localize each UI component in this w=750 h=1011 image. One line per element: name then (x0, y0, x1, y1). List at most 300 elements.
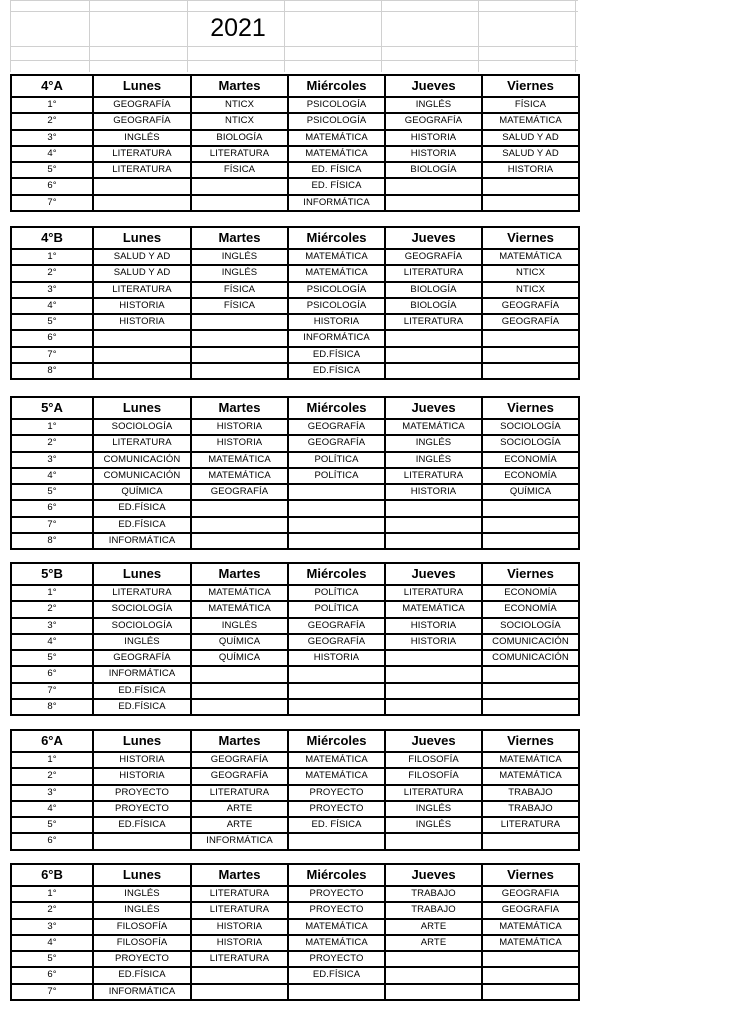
period-number[interactable]: 4° (47, 936, 57, 948)
subject-cell[interactable]: HISTORIA (92, 769, 190, 783)
day-header[interactable]: Martes (190, 398, 287, 418)
subject-cell[interactable]: MATEMÁTICA (481, 936, 578, 950)
subject-cell[interactable]: COMUNICACIÓN (92, 469, 190, 483)
subject-cell[interactable]: LITERATURA (384, 266, 481, 280)
subject-cell[interactable]: SOCIOLOGÍA (92, 602, 190, 616)
subject-cell[interactable]: PROYECTO (287, 887, 384, 901)
period-number[interactable]: 5° (47, 953, 57, 965)
subject-cell[interactable]: HISTORIA (190, 436, 287, 450)
subject-cell[interactable]: GEOGRAFIA (481, 903, 578, 917)
subject-cell[interactable]: INGLÉS (384, 98, 481, 112)
subject-cell[interactable] (384, 700, 481, 714)
subject-cell[interactable]: ED. FÍSICA (287, 179, 384, 193)
subject-cell[interactable]: HISTORIA (92, 299, 190, 313)
subject-cell[interactable]: GEOGRAFÍA (287, 436, 384, 450)
subject-cell[interactable] (287, 684, 384, 698)
grid-cell[interactable] (285, 0, 382, 72)
subject-cell[interactable]: MATEMÁTICA (287, 131, 384, 145)
period-number[interactable]: 6° (47, 332, 57, 344)
subject-cell[interactable]: MATEMÁTICA (481, 250, 578, 264)
period-number[interactable]: 3° (47, 131, 57, 143)
subject-cell[interactable] (481, 364, 578, 378)
day-header[interactable]: Miércoles (287, 76, 384, 96)
subject-cell[interactable]: HISTORIA (384, 635, 481, 649)
subject-cell[interactable]: HISTORIA (384, 619, 481, 633)
subject-cell[interactable] (287, 501, 384, 515)
period-number[interactable]: 1° (47, 754, 57, 765)
period-number[interactable]: 5° (47, 164, 57, 176)
subject-cell[interactable]: MATEMÁTICA (287, 920, 384, 934)
day-header[interactable]: Viernes (481, 398, 578, 418)
subject-cell[interactable]: GEOGRAFÍA (190, 485, 287, 499)
day-header[interactable]: Martes (190, 76, 287, 96)
subject-cell[interactable]: INFORMÁTICA (287, 331, 384, 345)
subject-cell[interactable]: GEOGRAFÍA (481, 315, 578, 329)
subject-cell[interactable]: LITERATURA (190, 147, 287, 161)
subject-cell[interactable]: FÍSICA (481, 98, 578, 112)
subject-cell[interactable]: PROYECTO (287, 952, 384, 966)
subject-cell[interactable]: LITERATURA (92, 436, 190, 450)
subject-cell[interactable]: ED.FÍSICA (287, 968, 384, 982)
period-number[interactable]: 2° (47, 115, 57, 127)
subject-cell[interactable]: INGLÉS (190, 619, 287, 633)
day-header[interactable]: Miércoles (287, 731, 384, 751)
subject-cell[interactable] (384, 348, 481, 362)
subject-cell[interactable] (190, 331, 287, 345)
subject-cell[interactable] (287, 518, 384, 532)
subject-cell[interactable]: GEOGRAFÍA (92, 651, 190, 665)
period-number[interactable]: 7° (47, 518, 57, 530)
subject-cell[interactable]: COMUNICACIÓN (481, 651, 578, 665)
subject-cell[interactable] (92, 834, 190, 848)
subject-cell[interactable]: SALUD Y AD (481, 131, 578, 145)
period-number[interactable]: 6° (47, 969, 57, 981)
subject-cell[interactable]: FILOSOFÍA (92, 920, 190, 934)
subject-cell[interactable] (190, 518, 287, 532)
subject-cell[interactable] (481, 700, 578, 714)
subject-cell[interactable]: PROYECTO (92, 802, 190, 816)
subject-cell[interactable]: PSICOLOGÍA (287, 98, 384, 112)
subject-cell[interactable]: INGLÉS (92, 887, 190, 901)
period-number[interactable]: 3° (47, 619, 57, 631)
subject-cell[interactable]: NTICX (481, 283, 578, 297)
subject-cell[interactable]: MATEMÁTICA (287, 753, 384, 767)
group-label[interactable]: 5°B (41, 566, 63, 581)
year-title[interactable]: 2021 (210, 14, 266, 42)
subject-cell[interactable]: HISTORIA (190, 920, 287, 934)
subject-cell[interactable]: ED.FÍSICA (287, 348, 384, 362)
subject-cell[interactable]: MATEMÁTICA (287, 147, 384, 161)
subject-cell[interactable]: INFORMÁTICA (92, 534, 190, 548)
subject-cell[interactable]: QUÍMICA (481, 485, 578, 499)
period-number[interactable]: 7° (47, 985, 57, 997)
subject-cell[interactable] (384, 179, 481, 193)
day-header[interactable]: Viernes (481, 228, 578, 248)
day-header[interactable]: Viernes (481, 564, 578, 584)
subject-cell[interactable] (384, 985, 481, 999)
subject-cell[interactable]: LITERATURA (92, 163, 190, 177)
day-header[interactable]: Martes (190, 564, 287, 584)
subject-cell[interactable]: ARTE (190, 802, 287, 816)
day-header[interactable]: Viernes (481, 76, 578, 96)
day-header[interactable]: Jueves (384, 398, 481, 418)
subject-cell[interactable]: ED.FÍSICA (92, 684, 190, 698)
subject-cell[interactable]: BIOLOGÍA (384, 163, 481, 177)
subject-cell[interactable]: GEOGRAFÍA (384, 250, 481, 264)
subject-cell[interactable]: INGLÉS (92, 131, 190, 145)
subject-cell[interactable] (287, 985, 384, 999)
subject-cell[interactable]: LITERATURA (384, 469, 481, 483)
subject-cell[interactable]: HISTORIA (287, 315, 384, 329)
subject-cell[interactable] (481, 667, 578, 681)
subject-cell[interactable] (287, 700, 384, 714)
subject-cell[interactable]: COMUNICACIÓN (481, 635, 578, 649)
day-header[interactable]: Jueves (384, 564, 481, 584)
subject-cell[interactable]: FILOSOFÍA (384, 769, 481, 783)
period-number[interactable]: 4° (47, 469, 57, 481)
subject-cell[interactable] (384, 968, 481, 982)
subject-cell[interactable]: GEOGRAFÍA (92, 114, 190, 128)
subject-cell[interactable]: ARTE (190, 818, 287, 832)
subject-cell[interactable]: PSICOLOGÍA (287, 299, 384, 313)
subject-cell[interactable]: SOCIOLOGÍA (481, 420, 578, 434)
day-header[interactable]: Jueves (384, 228, 481, 248)
subject-cell[interactable]: MATEMÁTICA (287, 769, 384, 783)
subject-cell[interactable]: ED.FÍSICA (92, 501, 190, 515)
day-header[interactable]: Lunes (92, 564, 190, 584)
subject-cell[interactable]: HISTORIA (92, 753, 190, 767)
day-header[interactable]: Martes (190, 228, 287, 248)
day-header[interactable]: Miércoles (287, 228, 384, 248)
subject-cell[interactable]: POLÍTICA (287, 469, 384, 483)
period-number[interactable]: 4° (47, 802, 57, 814)
subject-cell[interactable]: QUÍMICA (190, 635, 287, 649)
period-number[interactable]: 1° (47, 421, 57, 432)
subject-cell[interactable]: LITERATURA (92, 147, 190, 161)
subject-cell[interactable]: QUÍMICA (92, 485, 190, 499)
subject-cell[interactable] (287, 485, 384, 499)
subject-cell[interactable] (481, 179, 578, 193)
subject-cell[interactable] (384, 331, 481, 345)
subject-cell[interactable]: HISTORIA (384, 485, 481, 499)
group-label[interactable]: 4°B (41, 230, 63, 245)
day-header[interactable]: Lunes (92, 228, 190, 248)
subject-cell[interactable] (384, 534, 481, 548)
subject-cell[interactable]: GEOGRAFÍA (190, 769, 287, 783)
subject-cell[interactable]: ED.FÍSICA (92, 818, 190, 832)
subject-cell[interactable]: INFORMÁTICA (287, 196, 384, 210)
period-number[interactable]: 1° (47, 251, 57, 262)
subject-cell[interactable]: HISTORIA (92, 315, 190, 329)
subject-cell[interactable]: SALUD Y AD (481, 147, 578, 161)
period-number[interactable]: 8° (47, 365, 57, 377)
subject-cell[interactable] (384, 364, 481, 378)
day-header[interactable]: Jueves (384, 76, 481, 96)
subject-cell[interactable]: INGLÉS (384, 818, 481, 832)
period-number[interactable]: 2° (47, 603, 57, 615)
period-number[interactable]: 2° (47, 267, 57, 279)
subject-cell[interactable]: INGLÉS (92, 903, 190, 917)
subject-cell[interactable] (287, 667, 384, 681)
subject-cell[interactable]: PSICOLOGÍA (287, 283, 384, 297)
day-header[interactable]: Miércoles (287, 398, 384, 418)
subject-cell[interactable] (384, 518, 481, 532)
day-header[interactable]: Lunes (92, 76, 190, 96)
period-number[interactable]: 3° (47, 786, 57, 798)
day-header[interactable]: Viernes (481, 865, 578, 885)
period-number[interactable]: 5° (47, 819, 57, 831)
period-number[interactable]: 7° (47, 684, 57, 696)
subject-cell[interactable]: INGLÉS (190, 266, 287, 280)
subject-cell[interactable] (384, 667, 481, 681)
subject-cell[interactable] (384, 501, 481, 515)
subject-cell[interactable]: INFORMÁTICA (92, 667, 190, 681)
subject-cell[interactable]: PROYECTO (287, 786, 384, 800)
day-header[interactable]: Miércoles (287, 865, 384, 885)
subject-cell[interactable] (190, 196, 287, 210)
subject-cell[interactable]: INFORMÁTICA (190, 834, 287, 848)
subject-cell[interactable]: POLÍTICA (287, 602, 384, 616)
period-number[interactable]: 7° (47, 196, 57, 208)
subject-cell[interactable]: MATEMÁTICA (190, 586, 287, 600)
subject-cell[interactable]: SALUD Y AD (92, 266, 190, 280)
subject-cell[interactable]: INGLÉS (384, 802, 481, 816)
subject-cell[interactable] (384, 834, 481, 848)
subject-cell[interactable]: SALUD Y AD (92, 250, 190, 264)
group-label[interactable]: 6°B (41, 867, 63, 882)
period-number[interactable]: 4° (47, 299, 57, 311)
grid-cell[interactable] (10, 0, 90, 72)
subject-cell[interactable] (384, 684, 481, 698)
subject-cell[interactable]: TRABAJO (384, 903, 481, 917)
subject-cell[interactable]: HISTORIA (190, 936, 287, 950)
subject-cell[interactable]: MATEMÁTICA (481, 114, 578, 128)
subject-cell[interactable] (481, 834, 578, 848)
subject-cell[interactable]: LITERATURA (481, 818, 578, 832)
subject-cell[interactable]: LITERATURA (190, 786, 287, 800)
period-number[interactable]: 6° (47, 835, 57, 847)
subject-cell[interactable]: MATEMÁTICA (287, 936, 384, 950)
subject-cell[interactable]: GEOGRAFÍA (190, 753, 287, 767)
subject-cell[interactable]: FILOSOFÍA (384, 753, 481, 767)
day-header[interactable]: Jueves (384, 865, 481, 885)
subject-cell[interactable]: TRABAJO (481, 786, 578, 800)
subject-cell[interactable]: POLÍTICA (287, 453, 384, 467)
subject-cell[interactable] (190, 364, 287, 378)
subject-cell[interactable]: ECONOMÍA (481, 469, 578, 483)
subject-cell[interactable] (190, 985, 287, 999)
subject-cell[interactable] (384, 952, 481, 966)
subject-cell[interactable]: ED. FÍSICA (287, 818, 384, 832)
subject-cell[interactable]: INGLÉS (92, 635, 190, 649)
subject-cell[interactable] (287, 534, 384, 548)
subject-cell[interactable]: ARTE (384, 920, 481, 934)
subject-cell[interactable] (190, 348, 287, 362)
subject-cell[interactable]: ED.FÍSICA (92, 518, 190, 532)
subject-cell[interactable] (481, 684, 578, 698)
subject-cell[interactable]: PROYECTO (287, 903, 384, 917)
group-label[interactable]: 5°A (41, 400, 63, 415)
subject-cell[interactable]: ARTE (384, 936, 481, 950)
subject-cell[interactable]: GEOGRAFÍA (287, 635, 384, 649)
subject-cell[interactable]: COMUNICACIÓN (92, 453, 190, 467)
subject-cell[interactable] (481, 985, 578, 999)
subject-cell[interactable]: INGLÉS (384, 453, 481, 467)
subject-cell[interactable]: LITERATURA (190, 952, 287, 966)
period-number[interactable]: 6° (47, 502, 57, 514)
subject-cell[interactable]: POLÍTICA (287, 586, 384, 600)
subject-cell[interactable]: FILOSOFÍA (92, 936, 190, 950)
grid-cell[interactable] (479, 0, 576, 72)
subject-cell[interactable]: MATEMÁTICA (481, 920, 578, 934)
subject-cell[interactable]: PROYECTO (92, 952, 190, 966)
period-number[interactable]: 2° (47, 904, 57, 916)
grid-cell[interactable] (90, 0, 188, 72)
subject-cell[interactable] (190, 501, 287, 515)
period-number[interactable]: 1° (47, 888, 57, 899)
subject-cell[interactable]: HISTORIA (190, 420, 287, 434)
subject-cell[interactable]: LITERATURA (384, 586, 481, 600)
subject-cell[interactable] (190, 968, 287, 982)
subject-cell[interactable] (190, 315, 287, 329)
subject-cell[interactable] (481, 196, 578, 210)
subject-cell[interactable]: PSICOLOGÍA (287, 114, 384, 128)
group-label[interactable]: 6°A (41, 733, 63, 748)
subject-cell[interactable] (481, 968, 578, 982)
period-number[interactable]: 4° (47, 635, 57, 647)
subject-cell[interactable]: MATEMÁTICA (190, 453, 287, 467)
subject-cell[interactable]: SOCIOLOGÍA (92, 420, 190, 434)
subject-cell[interactable]: PROYECTO (287, 802, 384, 816)
subject-cell[interactable]: TRABAJO (384, 887, 481, 901)
period-number[interactable]: 3° (47, 920, 57, 932)
subject-cell[interactable] (190, 534, 287, 548)
subject-cell[interactable]: ED.FÍSICA (92, 700, 190, 714)
period-number[interactable]: 7° (47, 348, 57, 360)
subject-cell[interactable]: INGLÉS (384, 436, 481, 450)
subject-cell[interactable]: INGLÉS (190, 250, 287, 264)
day-header[interactable]: Miércoles (287, 564, 384, 584)
subject-cell[interactable]: LITERATURA (384, 786, 481, 800)
subject-cell[interactable] (481, 952, 578, 966)
day-header[interactable]: Martes (190, 865, 287, 885)
subject-cell[interactable]: MATEMÁTICA (384, 420, 481, 434)
subject-cell[interactable]: MATEMÁTICA (287, 266, 384, 280)
subject-cell[interactable]: LITERATURA (92, 586, 190, 600)
subject-cell[interactable]: NTICX (190, 114, 287, 128)
subject-cell[interactable]: FÍSICA (190, 283, 287, 297)
subject-cell[interactable]: SOCIOLOGÍA (481, 436, 578, 450)
subject-cell[interactable] (481, 534, 578, 548)
day-header[interactable]: Viernes (481, 731, 578, 751)
subject-cell[interactable]: LITERATURA (190, 887, 287, 901)
subject-cell[interactable] (481, 331, 578, 345)
subject-cell[interactable]: GEOGRAFÍA (287, 619, 384, 633)
subject-cell[interactable] (481, 518, 578, 532)
subject-cell[interactable]: HISTORIA (384, 131, 481, 145)
subject-cell[interactable]: QUÍMICA (190, 651, 287, 665)
subject-cell[interactable]: GEOGRAFÍA (384, 114, 481, 128)
subject-cell[interactable]: ECONOMÍA (481, 586, 578, 600)
period-number[interactable]: 4° (47, 147, 57, 159)
subject-cell[interactable] (190, 667, 287, 681)
period-number[interactable]: 8° (47, 535, 57, 547)
period-number[interactable]: 8° (47, 701, 57, 713)
period-number[interactable]: 5° (47, 652, 57, 664)
subject-cell[interactable]: MATEMÁTICA (481, 753, 578, 767)
subject-cell[interactable] (481, 501, 578, 515)
day-header[interactable]: Lunes (92, 398, 190, 418)
subject-cell[interactable]: HISTORIA (287, 651, 384, 665)
period-number[interactable]: 2° (47, 770, 57, 782)
subject-cell[interactable]: FÍSICA (190, 163, 287, 177)
subject-cell[interactable] (384, 196, 481, 210)
subject-cell[interactable]: SOCIOLOGÍA (481, 619, 578, 633)
period-number[interactable]: 5° (47, 316, 57, 328)
subject-cell[interactable]: GEOGRAFÍA (481, 299, 578, 313)
subject-cell[interactable]: HISTORIA (384, 147, 481, 161)
subject-cell[interactable] (190, 179, 287, 193)
subject-cell[interactable]: SOCIOLOGÍA (92, 619, 190, 633)
period-number[interactable]: 5° (47, 486, 57, 498)
subject-cell[interactable]: LITERATURA (190, 903, 287, 917)
subject-cell[interactable]: HISTORIA (481, 163, 578, 177)
subject-cell[interactable]: MATEMÁTICA (287, 250, 384, 264)
period-number[interactable]: 6° (47, 668, 57, 680)
period-number[interactable]: 1° (47, 587, 57, 598)
period-number[interactable]: 3° (47, 283, 57, 295)
subject-cell[interactable]: ED.FÍSICA (287, 364, 384, 378)
subject-cell[interactable] (384, 651, 481, 665)
subject-cell[interactable]: MATEMÁTICA (481, 769, 578, 783)
subject-cell[interactable]: TRABAJO (481, 802, 578, 816)
subject-cell[interactable]: GEOGRAFÍA (287, 420, 384, 434)
subject-cell[interactable]: GEOGRAFÍA (92, 98, 190, 112)
subject-cell[interactable] (92, 364, 190, 378)
subject-cell[interactable]: PROYECTO (92, 786, 190, 800)
subject-cell[interactable]: MATEMÁTICA (190, 602, 287, 616)
day-header[interactable]: Martes (190, 731, 287, 751)
subject-cell[interactable]: BIOLOGÍA (384, 283, 481, 297)
subject-cell[interactable]: ECONOMÍA (481, 602, 578, 616)
subject-cell[interactable] (92, 348, 190, 362)
subject-cell[interactable]: GEOGRAFIA (481, 887, 578, 901)
subject-cell[interactable]: LITERATURA (92, 283, 190, 297)
subject-cell[interactable]: ED. FÍSICA (287, 163, 384, 177)
day-header[interactable]: Lunes (92, 865, 190, 885)
subject-cell[interactable] (92, 196, 190, 210)
day-header[interactable]: Jueves (384, 731, 481, 751)
period-number[interactable]: 6° (47, 180, 57, 192)
subject-cell[interactable] (92, 331, 190, 345)
subject-cell[interactable]: NTICX (481, 266, 578, 280)
group-label[interactable]: 4°A (41, 78, 63, 93)
subject-cell[interactable] (481, 348, 578, 362)
subject-cell[interactable] (92, 179, 190, 193)
subject-cell[interactable]: INFORMÁTICA (92, 985, 190, 999)
day-header[interactable]: Lunes (92, 731, 190, 751)
subject-cell[interactable] (190, 700, 287, 714)
subject-cell[interactable]: BIOLOGÍA (384, 299, 481, 313)
period-number[interactable]: 1° (47, 99, 57, 110)
period-number[interactable]: 3° (47, 453, 57, 465)
subject-cell[interactable] (287, 834, 384, 848)
subject-cell[interactable]: ED.FÍSICA (92, 968, 190, 982)
subject-cell[interactable]: MATEMÁTICA (384, 602, 481, 616)
subject-cell[interactable]: FÍSICA (190, 299, 287, 313)
subject-cell[interactable]: LITERATURA (384, 315, 481, 329)
grid-cell[interactable] (382, 0, 479, 72)
